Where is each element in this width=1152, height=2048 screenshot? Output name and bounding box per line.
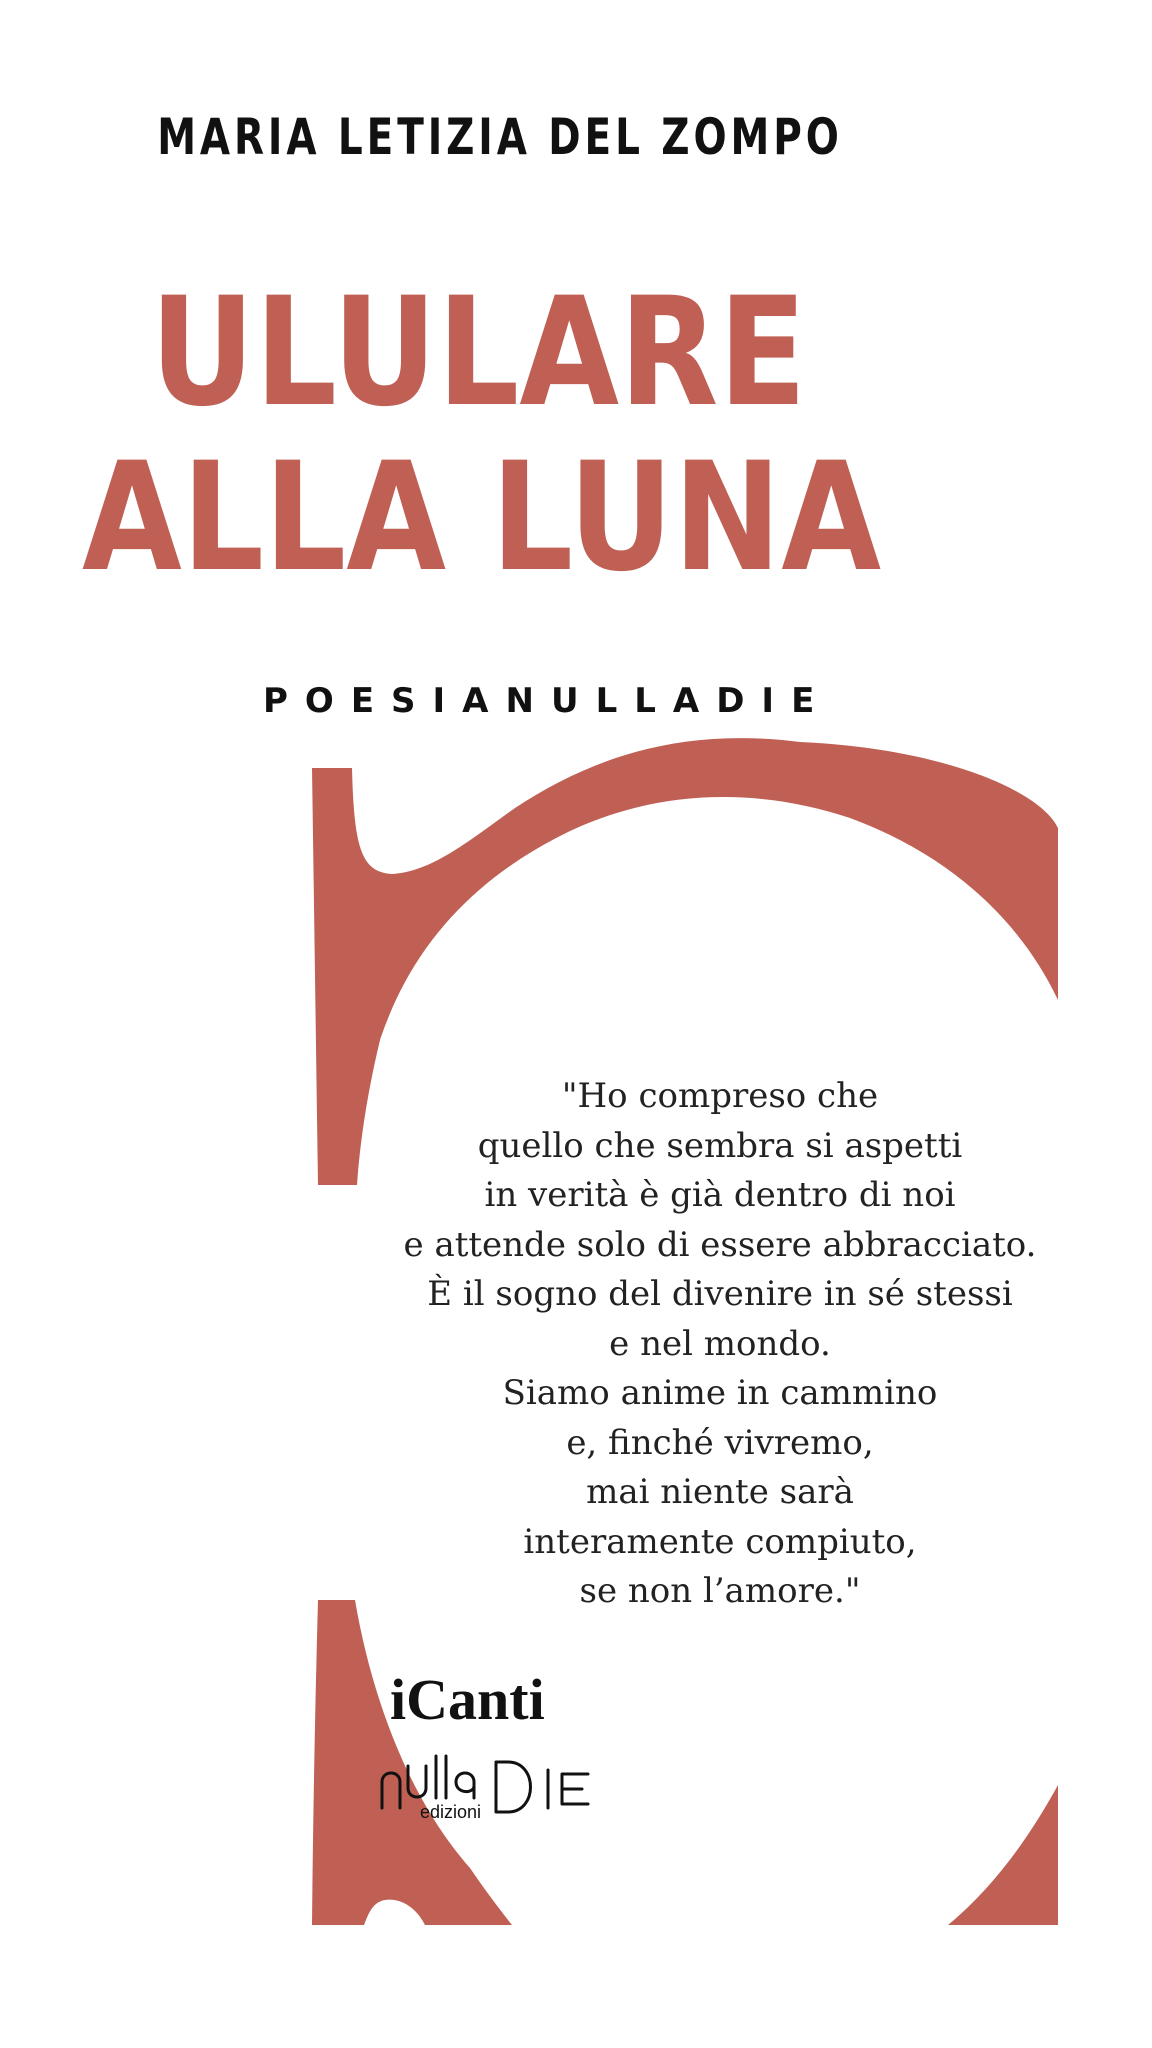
quote-line: in verità è già dentro di noi [484,1175,956,1215]
quote-line: se non l’amore." [579,1571,861,1611]
quote-line: e, finché vivremo, [566,1422,874,1463]
quote-line: È il sogno del divenire in sé stessi [427,1274,1013,1314]
quote-line: interamente compiuto, [523,1521,917,1562]
back-quote [380,1072,1060,1617]
author-name: MARIA LETIZIA DEL ZOMPO [157,108,843,166]
book-title-line-2: ALLA LUNA [82,431,882,605]
glyph-foot-right [948,1785,1058,1925]
quote-line: mai niente sarà [586,1472,854,1512]
publisher-logo-sub: edizioni [420,1802,482,1822]
quote-line: e nel mondo. [609,1323,831,1364]
quote-line: "Ho compreso che [561,1076,879,1116]
quote-line: e attende solo di essere abbracciato. [403,1224,1037,1265]
quote-line: quello che sembra si aspetti [477,1125,963,1166]
quote-line: Siamo anime in cammino [502,1373,938,1413]
series-name: POESIANULLADIE [263,681,832,721]
collection-name: iCanti [390,1667,545,1732]
publisher-logo [378,1752,618,1822]
book-title-line-1: ULULARE [150,266,807,440]
